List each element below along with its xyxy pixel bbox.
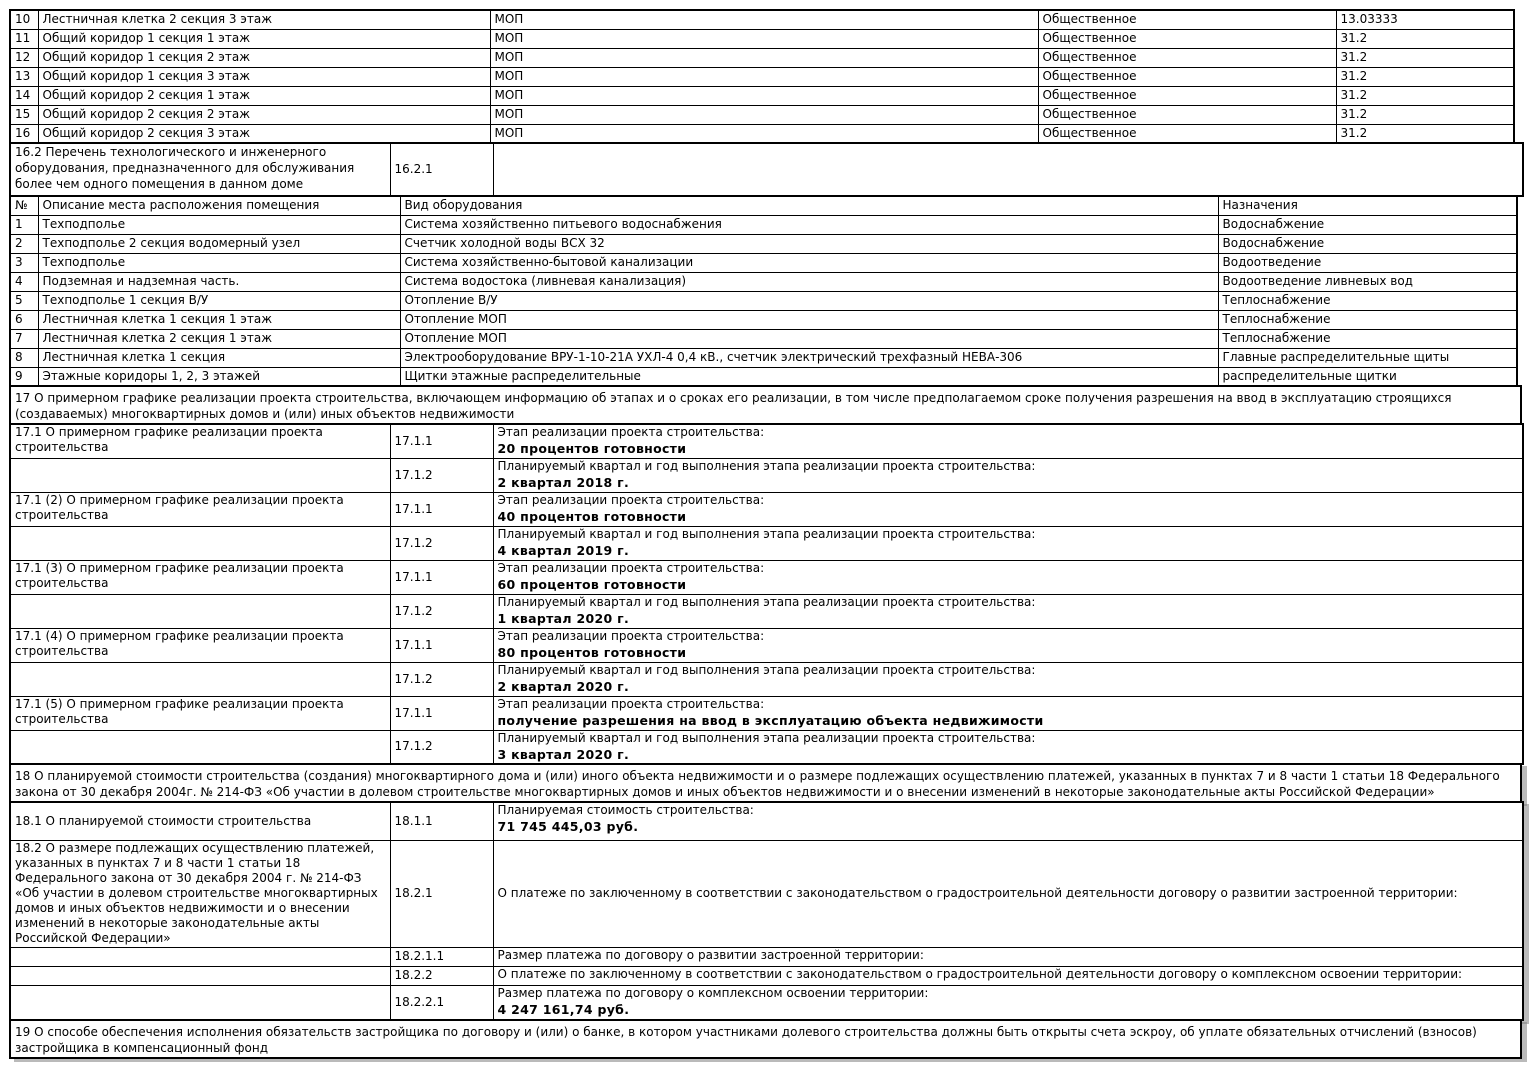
equipment-row (10, 215, 1517, 234)
equipment-num: 6 (10, 310, 38, 329)
cost-row (10, 802, 1523, 840)
premises-purpose: Общественное (1038, 86, 1336, 105)
equipment-row (10, 253, 1517, 272)
equipment-num: 7 (10, 329, 38, 348)
premises-type: МОП (490, 67, 1038, 86)
payments-label-empty (10, 947, 390, 966)
schedule-label: 17.1 (5) О примерном графике реализации проекта строительства (10, 696, 390, 730)
schedule-code: 17.1.1 (390, 424, 493, 458)
premises-name: Общий коридор 1 секция 2 этаж (38, 48, 490, 67)
equipment-location: Этажные коридоры 1, 2, 3 этажей (38, 367, 400, 386)
equipment-num: 5 (10, 291, 38, 310)
stage-caption: Этап реализации проекта строительства: (497, 492, 765, 507)
stage-value: 40 процентов готовности (497, 508, 687, 524)
schedule-stage-row (10, 424, 1523, 458)
equipment-num: 3 (10, 253, 38, 272)
schedule-code: 17.1.1 (390, 560, 493, 594)
section-18-table (9, 801, 1524, 1021)
payments-label: 18.2 О размере подлежащих осуществлению платежей, указанных в пунктах 7 и 8 части 1 статьи 18 Федерального закона от 30 декабря 2004 г. № 214-ФЗ «Об участии в долевом строительстве многоквартирных домов и иных объектов недвижимости и о внесении изменений в некоторые законодательные акты Российской Федерации» (10, 840, 390, 947)
cost-value: 71 745 445,03 руб. (497, 819, 639, 834)
equipment-num: 8 (10, 348, 38, 367)
payments-value-cell (493, 966, 1523, 985)
equipment-table (9, 195, 1518, 387)
cost-value-cell (493, 802, 1523, 840)
schedule-value-cell (493, 730, 1523, 764)
equipment-type: Система хозяйственно-бытовой канализации (400, 253, 1218, 272)
premises-area: 31.2 (1336, 48, 1514, 67)
payments-value: 4 247 161,74 руб. (497, 1001, 630, 1017)
payments-caption: Размер платежа по договору о комплексном освоении территории: (497, 985, 929, 1000)
premises-type: МОП (490, 10, 1038, 29)
schedule-value-cell (493, 662, 1523, 696)
premises-table (9, 9, 1515, 144)
section-17-header: 17 О примерном графике реализации проекта строительства, включающем информацию об этапах и о сроках его реализации, в том числе предполагаемом сроке получения разрешения на ввод в эксплуатацию строящихся (создаваемых) многоквартирных домов и (или) иных объектов недвижимости (9, 385, 1522, 425)
payments-label-empty (10, 985, 390, 1020)
premises-num: 12 (10, 48, 38, 67)
equipment-header-num: № (10, 196, 38, 215)
premises-type: МОП (490, 105, 1038, 124)
schedule-code: 17.1.1 (390, 628, 493, 662)
premises-area: 31.2 (1336, 105, 1514, 124)
premises-name: Общий коридор 1 секция 3 этаж (38, 67, 490, 86)
schedule-label: 17.1 О примерном графике реализации проекта строительства (10, 424, 390, 458)
equipment-purpose: распределительные щитки (1218, 367, 1517, 386)
equipment-num: 2 (10, 234, 38, 253)
equipment-purpose: Водоснабжение (1218, 215, 1517, 234)
premises-num: 13 (10, 67, 38, 86)
premises-name: Общий коридор 2 секция 3 этаж (38, 124, 490, 143)
schedule-label: 17.1 (2) О примерном графике реализации проекта строительства (10, 492, 390, 526)
stage-caption: Этап реализации проекта строительства: (497, 425, 765, 439)
premises-type: МОП (490, 124, 1038, 143)
premises-area: 31.2 (1336, 29, 1514, 48)
section-16-2-value (493, 143, 1523, 196)
premises-row (10, 10, 1514, 29)
premises-purpose: Общественное (1038, 105, 1336, 124)
equipment-row (10, 291, 1517, 310)
premises-purpose: Общественное (1038, 48, 1336, 67)
equipment-num: 4 (10, 272, 38, 291)
premises-row (10, 105, 1514, 124)
equipment-type: Щитки этажные распределительные (400, 367, 1218, 386)
payments-caption: О платеже по заключенному в соответствии с законодательством о градостроительной деятельности договору о комплексном освоении территории: (497, 966, 1463, 981)
schedule-label-empty (10, 662, 390, 696)
premises-type: МОП (490, 48, 1038, 67)
schedule-stage-row (10, 628, 1523, 662)
quarter-value: 2 квартал 2020 г. (497, 678, 630, 694)
equipment-type: Счетчик холодной воды ВСХ 32 (400, 234, 1218, 253)
schedule-value-cell (493, 424, 1523, 458)
stage-value: 60 процентов готовности (497, 576, 687, 592)
premises-row (10, 86, 1514, 105)
equipment-location: Техподполье (38, 215, 400, 234)
cost-code: 18.1.1 (390, 802, 493, 840)
equipment-row (10, 367, 1517, 386)
stage-value: 20 процентов готовности (497, 441, 687, 456)
equipment-header-row (10, 196, 1517, 215)
equipment-header-type: Вид оборудования (400, 196, 1218, 215)
premises-area: 31.2 (1336, 86, 1514, 105)
schedule-stage-row (10, 492, 1523, 526)
quarter-value: 1 квартал 2020 г. (497, 610, 630, 626)
section-17-table (9, 423, 1524, 765)
schedule-label: 17.1 (4) О примерном графике реализации проекта строительства (10, 628, 390, 662)
schedule-value-cell (493, 628, 1523, 662)
premises-purpose: Общественное (1038, 29, 1336, 48)
equipment-purpose: Теплоснабжение (1218, 310, 1517, 329)
quarter-caption: Планируемый квартал и год выполнения этапа реализации проекта строительства: (497, 526, 1036, 541)
premises-area: 31.2 (1336, 124, 1514, 143)
premises-type: МОП (490, 86, 1038, 105)
equipment-row (10, 234, 1517, 253)
equipment-row (10, 272, 1517, 291)
equipment-location: Подземная и надземная часть. (38, 272, 400, 291)
premises-type: МОП (490, 29, 1038, 48)
payments-label-empty (10, 966, 390, 985)
premises-row (10, 67, 1514, 86)
schedule-value-cell (493, 492, 1523, 526)
premises-name: Лестничная клетка 2 секция 3 этаж (38, 10, 490, 29)
equipment-type: Отопление МОП (400, 329, 1218, 348)
equipment-row (10, 348, 1517, 367)
quarter-value: 3 квартал 2020 г. (497, 746, 630, 762)
equipment-purpose: Водоотведение (1218, 253, 1517, 272)
section-16-2-label: 16.2 Перечень технологического и инженерного оборудования, предназначенного для обслуживания более чем одного помещения в данном доме (10, 143, 390, 196)
schedule-code: 17.1.2 (390, 730, 493, 764)
equipment-purpose: Теплоснабжение (1218, 291, 1517, 310)
section-18-header: 18 О планируемой стоимости строительства (создания) многоквартирного дома и (или) иного объекта недвижимости и о размере подлежащих осуществлению платежей, указанных в пунктах 7 и 8 части 1 статьи 18 Федерального закона от 30 декабря 2004г. № 214-ФЗ «Об участии в долевом строительстве многоквартирных домов и иных объектов недвижимости и о внесении изменений в некоторые законодательные акты Российской Федерации» (9, 763, 1522, 803)
premises-num: 16 (10, 124, 38, 143)
equipment-type: Отопление В/У (400, 291, 1218, 310)
equipment-header-purpose: Назначения (1218, 196, 1517, 215)
quarter-caption: Планируемый квартал и год выполнения этапа реализации проекта строительства: (497, 594, 1036, 609)
premises-num: 14 (10, 86, 38, 105)
stage-caption: Этап реализации проекта строительства: (497, 560, 765, 575)
equipment-row (10, 329, 1517, 348)
schedule-quarter-row (10, 526, 1523, 560)
schedule-code: 17.1.2 (390, 526, 493, 560)
schedule-label-empty (10, 594, 390, 628)
equipment-location: Техподполье (38, 253, 400, 272)
schedule-code: 17.1.2 (390, 662, 493, 696)
schedule-label-empty (10, 730, 390, 764)
stage-caption: Этап реализации проекта строительства: (497, 628, 765, 643)
premises-row (10, 124, 1514, 143)
schedule-quarter-row (10, 662, 1523, 696)
payments-code: 18.2.2 (390, 966, 493, 985)
payments-value-cell (493, 840, 1523, 947)
section-16-2-row (9, 142, 1524, 197)
schedule-value-cell (493, 696, 1523, 730)
payments-code: 18.2.2.1 (390, 985, 493, 1020)
schedule-code: 17.1.2 (390, 594, 493, 628)
premises-name: Общий коридор 2 секция 2 этаж (38, 105, 490, 124)
equipment-purpose: Водоснабжение (1218, 234, 1517, 253)
cost-caption: Планируемая стоимость строительства: (497, 803, 754, 817)
quarter-caption: Планируемый квартал и год выполнения этапа реализации проекта строительства: (497, 662, 1036, 677)
equipment-row (10, 310, 1517, 329)
equipment-purpose: Теплоснабжение (1218, 329, 1517, 348)
premises-name: Общий коридор 1 секция 1 этаж (38, 29, 490, 48)
payments-code: 18.2.1.1 (390, 947, 493, 966)
equipment-type: Система хозяйственно питьевого водоснабжения (400, 215, 1218, 234)
payments-row (10, 985, 1523, 1020)
schedule-code: 17.1.2 (390, 458, 493, 492)
schedule-code: 17.1.1 (390, 492, 493, 526)
schedule-value-cell (493, 560, 1523, 594)
schedule-quarter-row (10, 730, 1523, 764)
schedule-value-cell (493, 526, 1523, 560)
premises-num: 11 (10, 29, 38, 48)
premises-num: 15 (10, 105, 38, 124)
schedule-quarter-row (10, 594, 1523, 628)
section-19-header: 19 О способе обеспечения исполнения обязательств застройщика по договору и (или) о банке, в котором участниками долевого строительства должны быть открыты счета эскроу, об уплате обязательных отчислений (взносов) застройщика в компенсационный фонд (9, 1019, 1522, 1059)
premises-area: 31.2 (1336, 67, 1514, 86)
equipment-location: Техподполье 1 секция В/У (38, 291, 400, 310)
equipment-num: 9 (10, 367, 38, 386)
equipment-location: Техподполье 2 секция водомерный узел (38, 234, 400, 253)
premises-purpose: Общественное (1038, 124, 1336, 143)
equipment-purpose: Водоотведение ливневых вод (1218, 272, 1517, 291)
cost-label: 18.1 О планируемой стоимости строительства (10, 802, 390, 840)
quarter-value: 4 квартал 2019 г. (497, 542, 630, 558)
declaration-document (9, 9, 1524, 1059)
premises-row (10, 48, 1514, 67)
schedule-value-cell (493, 594, 1523, 628)
payments-row (10, 840, 1523, 947)
equipment-type: Система водостока (ливневая канализация) (400, 272, 1218, 291)
schedule-value-cell (493, 458, 1523, 492)
section-16-2-code: 16.2.1 (390, 143, 493, 196)
quarter-value: 2 квартал 2018 г. (497, 474, 630, 490)
payments-row (10, 966, 1523, 985)
equipment-purpose: Главные распределительные щиты (1218, 348, 1517, 367)
equipment-location: Лестничная клетка 2 секция 1 этаж (38, 329, 400, 348)
schedule-stage-row (10, 560, 1523, 594)
payments-row (10, 947, 1523, 966)
equipment-location: Лестничная клетка 1 секция (38, 348, 400, 367)
payments-value-cell (493, 985, 1523, 1020)
equipment-type: Отопление МОП (400, 310, 1218, 329)
stage-value: получение разрешения на ввод в эксплуатацию объекта недвижимости (497, 712, 1044, 728)
schedule-code: 17.1.1 (390, 696, 493, 730)
schedule-label: 17.1 (3) О примерном графике реализации проекта строительства (10, 560, 390, 594)
quarter-caption: Планируемый квартал и год выполнения этапа реализации проекта строительства: (497, 730, 1036, 745)
premises-area: 13.03333 (1336, 10, 1514, 29)
schedule-label-empty (10, 458, 390, 492)
premises-row (10, 29, 1514, 48)
quarter-caption: Планируемый квартал и год выполнения этапа реализации проекта строительства: (497, 458, 1036, 473)
payments-code: 18.2.1 (390, 840, 493, 947)
premises-purpose: Общественное (1038, 10, 1336, 29)
equipment-location: Лестничная клетка 1 секция 1 этаж (38, 310, 400, 329)
premises-num: 10 (10, 10, 38, 29)
equipment-type: Электрооборудование ВРУ-1-10-21А УХЛ-4 0,4 кВ., счетчик электрический трехфазный НЕВА-306 (400, 348, 1218, 367)
stage-value: 80 процентов готовности (497, 644, 687, 660)
payments-caption: Размер платежа по договору о развитии застроенной территории: (497, 947, 924, 962)
schedule-quarter-row (10, 458, 1523, 492)
equipment-header-location: Описание места расположения помещения (38, 196, 400, 215)
premises-name: Общий коридор 2 секция 1 этаж (38, 86, 490, 105)
payments-caption: О платеже по заключенному в соответствии с законодательством о градостроительной деятельности договору о развитии застроенной территории: (497, 886, 1458, 900)
schedule-label-empty (10, 526, 390, 560)
premises-purpose: Общественное (1038, 67, 1336, 86)
stage-caption: Этап реализации проекта строительства: (497, 696, 765, 711)
equipment-num: 1 (10, 215, 38, 234)
payments-value-cell (493, 947, 1523, 966)
schedule-stage-row (10, 696, 1523, 730)
